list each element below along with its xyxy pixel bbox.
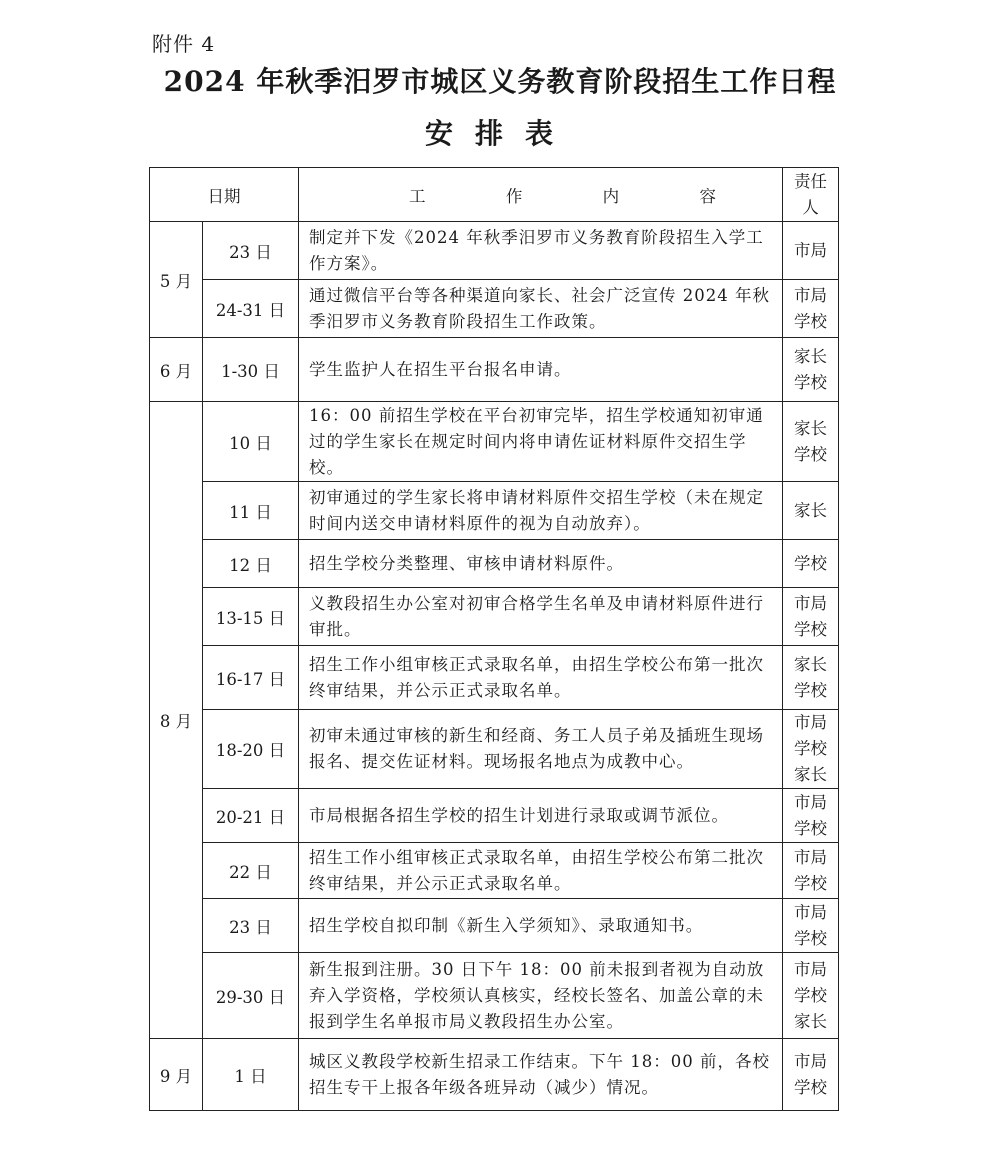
day-cell: 20-21 日 [203, 789, 299, 843]
header-work-char: 容 [699, 186, 716, 206]
work-content-cell: 义教段招生办公室对初审合格学生名单及申请材料原件进行审批。 [299, 588, 783, 646]
responsible-party: 学校 [794, 1077, 827, 1097]
document-title: 2024 年秋季汨罗市城区义务教育阶段招生工作日程 [163, 65, 837, 98]
month-cell: 6 月 [150, 338, 203, 402]
header-work-char: 内 [602, 186, 620, 206]
table-row [150, 1039, 839, 1111]
day-cell: 23 日 [203, 899, 299, 953]
header-work-char: 工 [409, 186, 426, 206]
work-content-cell: 初审未通过审核的新生和经商、务工人员子弟及插班生现场报名、提交佐证材料。现场报名地点为成教中心。 [299, 710, 783, 789]
responsible-party: 市局 [794, 792, 827, 812]
responsible-party: 家长 [794, 765, 827, 784]
responsible-cell [783, 280, 839, 338]
table-row [150, 843, 839, 899]
work-content-cell: 市局根据各招生学校的招生计划进行录取或调节派位。 [299, 789, 783, 843]
responsible-party: 学校 [794, 444, 827, 464]
header-responsible: 责任 人 [783, 168, 839, 222]
responsible-party: 市局 [794, 285, 827, 305]
table-row [150, 789, 839, 843]
responsible-cell [783, 402, 839, 482]
table-row [150, 482, 839, 540]
day-cell: 1 日 [203, 1039, 299, 1111]
responsible-party: 市局 [794, 959, 827, 979]
table-row [150, 280, 839, 338]
day-cell: 16-17 日 [203, 646, 299, 710]
work-content-cell: 16：00 前招生学校在平台初审完毕，招生学校通知初审通过的学生家长在规定时间内将申请佐证材料原件交招生学校。 [299, 402, 783, 482]
header-work [299, 168, 783, 222]
month-cell: 8 月 [150, 402, 203, 1039]
header-work-char: 作 [505, 186, 523, 206]
work-content-cell: 城区义教段学校新生招录工作结束。下午 18：00 前，各校招生专干上报各年级各班异动（减少）情况。 [299, 1039, 783, 1111]
responsible-party: 市局 [794, 902, 827, 922]
document-subtitle: 安排表 [424, 117, 575, 150]
table-row [150, 540, 839, 588]
responsible-party: 家长 [794, 500, 827, 520]
responsible-cell [783, 646, 839, 710]
work-content-cell: 初审通过的学生家长将申请材料原件交招生学校（未在规定时间内送交申请材料原件的视为自动放弃）。 [299, 482, 783, 540]
responsible-party: 家长 [794, 1011, 827, 1031]
responsible-party: 学校 [794, 553, 827, 573]
responsible-cell [783, 482, 839, 540]
responsible-party: 学校 [794, 928, 827, 948]
month-cell: 9 月 [150, 1039, 203, 1111]
table-row [150, 222, 839, 280]
responsible-party: 家长 [794, 346, 827, 366]
day-cell: 1-30 日 [203, 338, 299, 402]
work-content-cell: 新生报到注册。30 日下午 18：00 前未报到者视为自动放弃入学资格，学校须认真核实，经校长签名、加盖公章的未报到学生名单报市局义教段招生办公室。 [299, 953, 783, 1039]
responsible-cell [783, 588, 839, 646]
attachment-label: 附件 4 [152, 32, 216, 56]
work-content-cell: 制定并下发《2024 年秋季汨罗市义务教育阶段招生入学工作方案》。 [299, 222, 783, 280]
responsible-party: 学校 [794, 619, 827, 639]
header-date: 日期 [150, 168, 299, 222]
table-row [150, 338, 839, 402]
responsible-party: 市局 [794, 240, 827, 260]
table-row [150, 899, 839, 953]
responsible-party: 家长 [794, 654, 827, 674]
responsible-party: 学校 [794, 818, 827, 838]
work-content-cell: 招生工作小组审核正式录取名单，由招生学校公布第二批次终审结果，并公示正式录取名单。 [299, 843, 783, 899]
table-row [150, 953, 839, 1039]
responsible-party: 学校 [794, 311, 827, 331]
work-content-cell: 招生工作小组审核正式录取名单，由招生学校公布第一批次终审结果，并公示正式录取名单。 [299, 646, 783, 710]
responsible-cell [783, 338, 839, 402]
day-cell: 10 日 [203, 402, 299, 482]
responsible-party: 学校 [794, 372, 827, 392]
responsible-party: 学校 [794, 739, 827, 758]
responsible-party: 市局 [794, 593, 827, 613]
table-row [150, 710, 839, 789]
responsible-cell [783, 710, 839, 789]
responsible-cell [783, 953, 839, 1039]
work-content-cell: 招生学校自拟印制《新生入学须知》、录取通知书。 [299, 899, 783, 953]
work-content-cell: 通过微信平台等各种渠道向家长、社会广泛宣传 2024 年秋季汨罗市义务教育阶段招生工作政策。 [299, 280, 783, 338]
day-cell: 11 日 [203, 482, 299, 540]
table-row [150, 646, 839, 710]
day-cell: 24-31 日 [203, 280, 299, 338]
responsible-party: 市局 [794, 1051, 827, 1071]
responsible-party: 学校 [794, 680, 827, 700]
day-cell: 12 日 [203, 540, 299, 588]
table-row [150, 588, 839, 646]
work-content-cell: 招生学校分类整理、审核申请材料原件。 [299, 540, 783, 588]
day-cell: 22 日 [203, 843, 299, 899]
responsible-cell [783, 789, 839, 843]
responsible-cell [783, 899, 839, 953]
responsible-party: 市局 [794, 713, 827, 732]
day-cell: 13-15 日 [203, 588, 299, 646]
responsible-party: 学校 [794, 873, 827, 893]
responsible-cell [783, 540, 839, 588]
responsible-party: 市局 [794, 847, 827, 867]
responsible-party: 家长 [794, 418, 827, 438]
day-cell: 29-30 日 [203, 953, 299, 1039]
work-content-cell: 学生监护人在招生平台报名申请。 [299, 338, 783, 402]
responsible-cell [783, 843, 839, 899]
responsible-cell [783, 222, 839, 280]
table-row [150, 402, 839, 482]
header-row [150, 168, 839, 222]
day-cell: 18-20 日 [203, 710, 299, 789]
schedule-table [149, 167, 839, 1111]
day-cell: 23 日 [203, 222, 299, 280]
month-cell: 5 月 [150, 222, 203, 338]
responsible-party: 学校 [794, 985, 827, 1005]
responsible-cell [783, 1039, 839, 1111]
